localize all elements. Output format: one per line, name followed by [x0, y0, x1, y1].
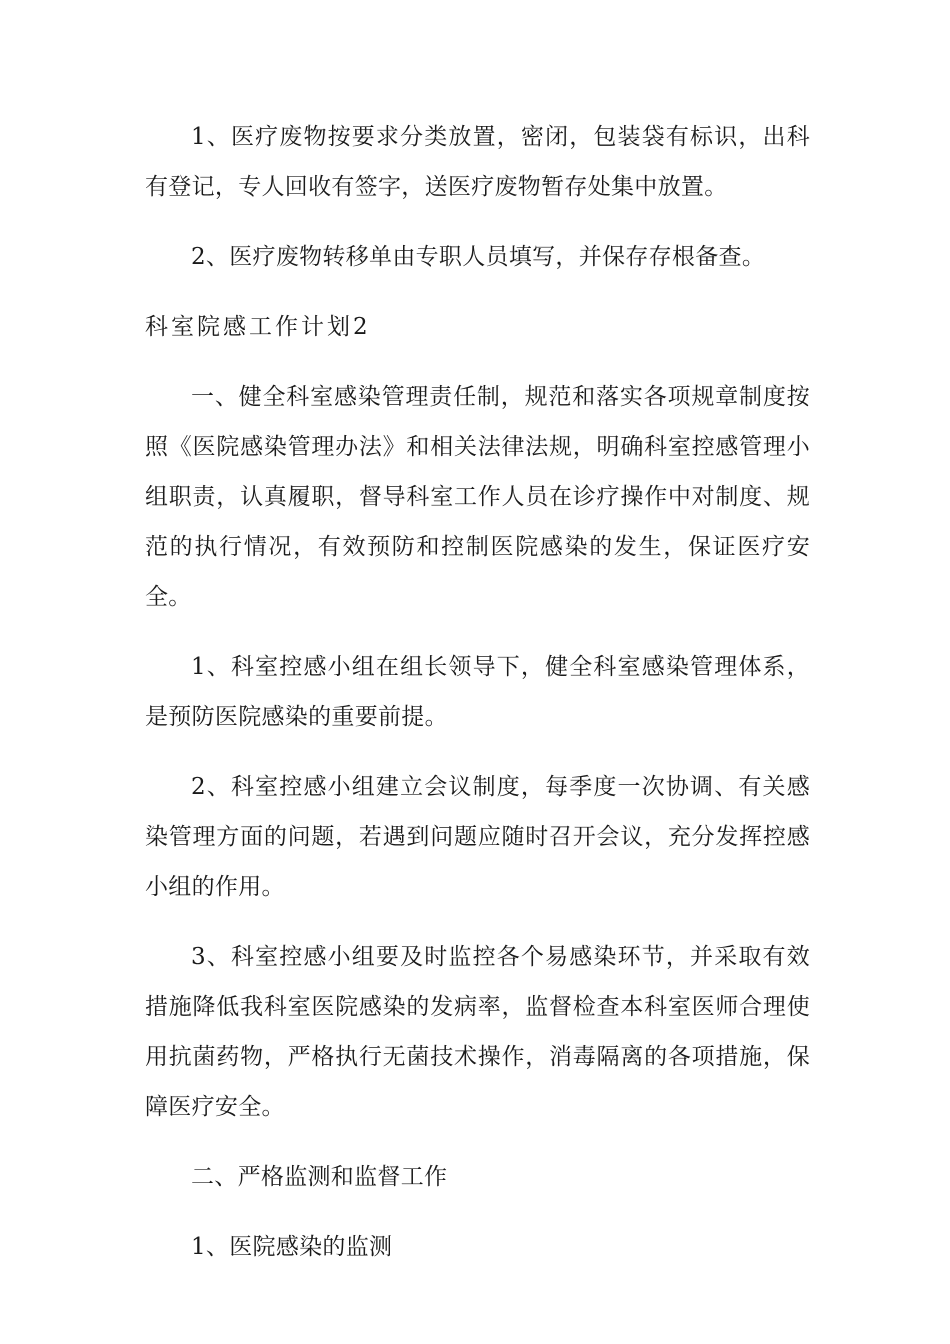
paragraph-responsibility-system: 一、健全科室感染管理责任制，规范和落实各项规章制度按照《医院感染管理办法》和相关法律法规，明确科室控感管理小组职责，认真履职，督导科室工作人员在诊疗操作中对制度、规范的执行情况，有效预防和控制医院感染的发生，保证医疗安全。 — [145, 384, 810, 610]
paragraph-spacer — [145, 1202, 810, 1222]
paragraph-spacer — [145, 282, 810, 302]
paragraph-spacer — [145, 912, 810, 932]
document-body — [145, 112, 810, 1272]
paragraph-monitoring-measures: 3、科室控感小组要及时监控各个易感染环节，并采取有效措施降低我科室医院感染的发病率，监督检查本科室医师合理使用抗菌药物，严格执行无菌技术操作，消毒隔离的各项措施，保障医疗安全。 — [145, 944, 810, 1120]
paragraph-spacer — [145, 212, 810, 232]
paragraph-spacer — [145, 742, 810, 762]
paragraph-control-group-system: 1、科室控感小组在组长领导下，健全科室感染管理体系，是预防医院感染的重要前提。 — [145, 654, 810, 730]
paragraph-waste-transfer: 2、医疗废物转移单由专职人员填写，并保存存根备查。 — [191, 244, 766, 270]
paragraph-spacer — [145, 352, 810, 372]
paragraph-infection-monitoring: 1、医院感染的监测 — [191, 1234, 393, 1260]
paragraph-spacer — [145, 1132, 810, 1152]
paragraph-meeting-system: 2、科室控感小组建立会议制度，每季度一次协调、有关感染管理方面的问题，若遇到问题应随时召开会议，充分发挥控感小组的作用。 — [145, 774, 810, 900]
paragraph-waste-sorting: 1、医疗废物按要求分类放置，密闭，包装袋有标识，出科有登记，专人回收有签字，送医疗废物暂存处集中放置。 — [145, 124, 810, 200]
section-heading: 科室院感工作计划2 — [145, 314, 371, 340]
paragraph-spacer — [145, 622, 810, 642]
paragraph-section-two-title: 二、严格监测和监督工作 — [191, 1164, 448, 1190]
